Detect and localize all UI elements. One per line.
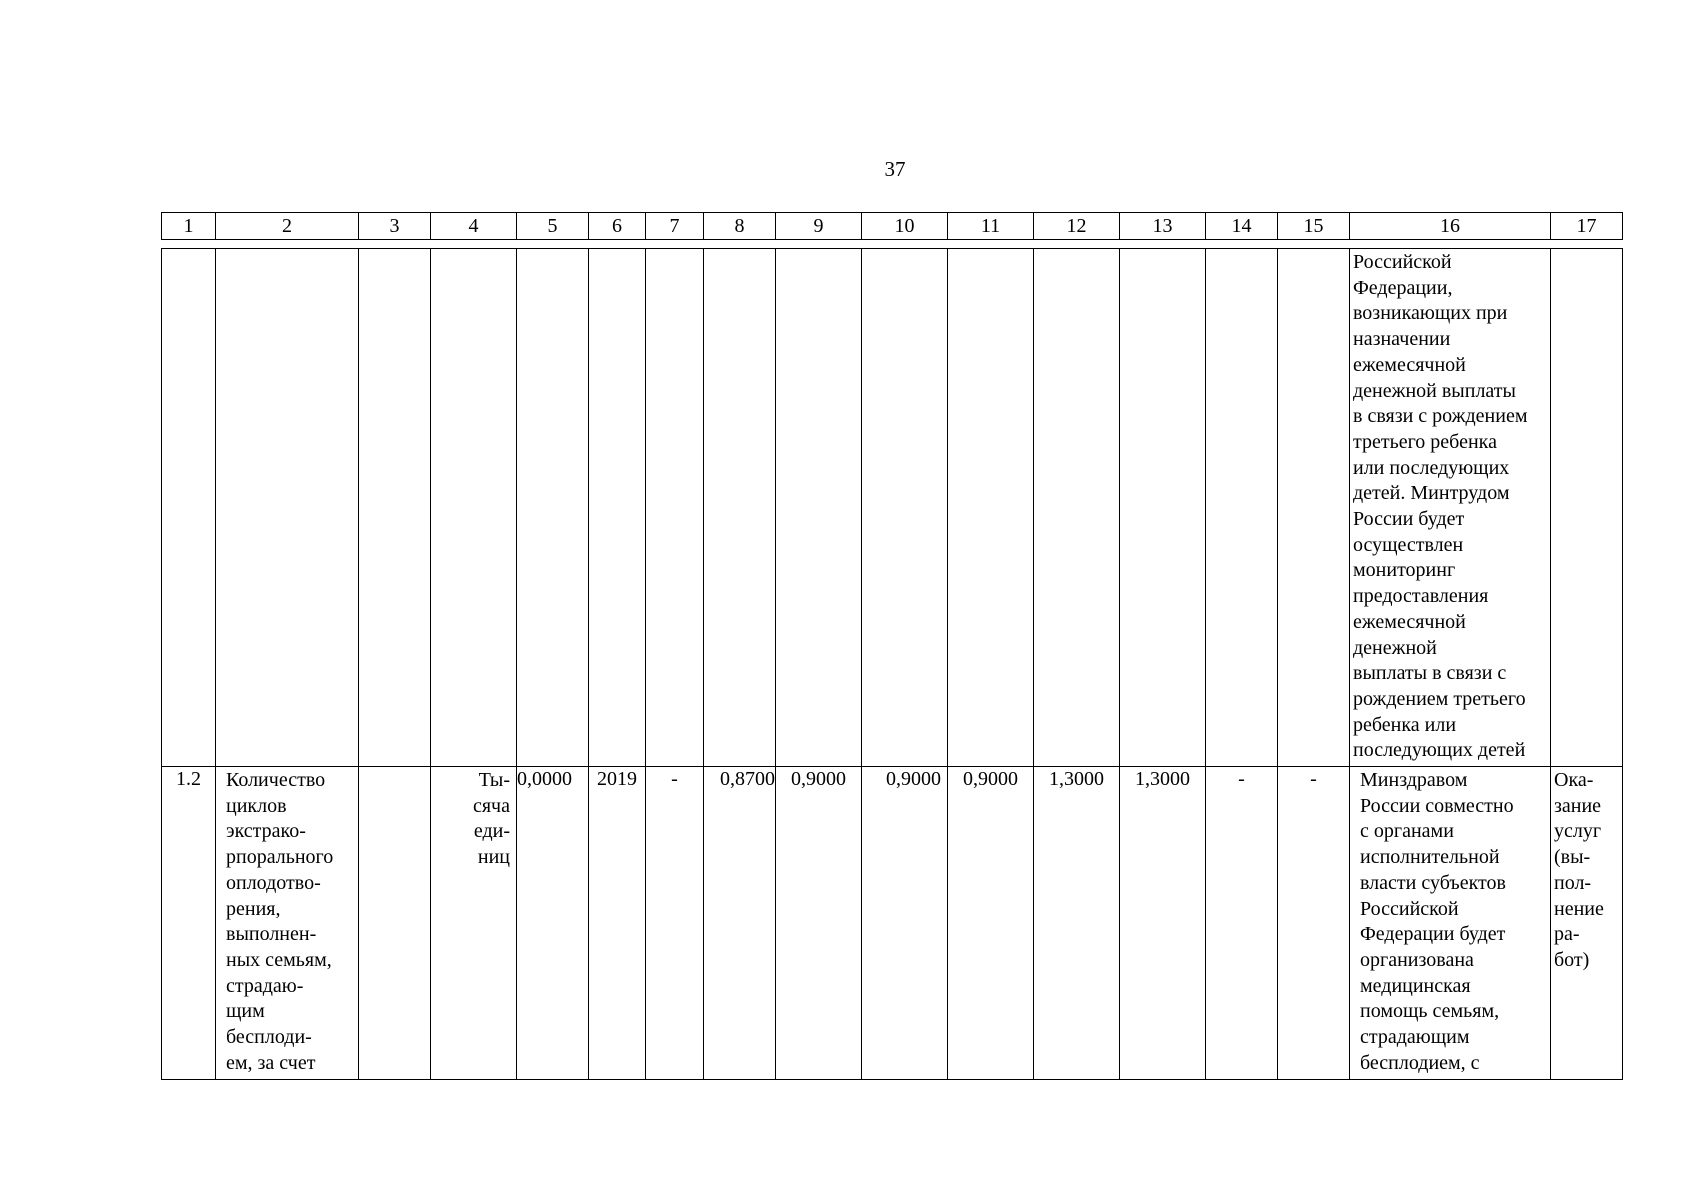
- table-row-continuation: [162, 249, 1623, 767]
- page-number: 37: [884, 157, 906, 181]
- table-cell: [776, 249, 862, 767]
- column-number-2: 2: [216, 213, 359, 240]
- column-number-3: 3: [359, 213, 431, 240]
- column-number-15: 15: [1278, 213, 1350, 240]
- table-cell: [704, 249, 776, 767]
- indicator-name-cell: Количество циклов экстрако- рпорального оплодотво- рения, выполнен- ных семьям, страдаю- щим бесплоди- ем, за счет: [216, 767, 359, 1080]
- column-number-10: 10: [862, 213, 948, 240]
- table-cell: [431, 249, 517, 767]
- value-cell-12: 1,3000: [1034, 767, 1120, 1080]
- table-cell: [1034, 249, 1120, 767]
- column-number-11: 11: [948, 213, 1034, 240]
- column-number-1: 1: [162, 213, 216, 240]
- table-cell: [517, 249, 589, 767]
- base-value-cell: 0,0000: [517, 767, 589, 1080]
- indicator-table: [161, 248, 1623, 1080]
- table-cell: [216, 249, 359, 767]
- column-number-7: 7: [646, 213, 704, 240]
- value-cell-7: -: [646, 767, 704, 1080]
- column-number-6: 6: [589, 213, 646, 240]
- table-row-1-2: [162, 767, 1623, 1080]
- column-number-14: 14: [1206, 213, 1278, 240]
- column-number-4: 4: [431, 213, 517, 240]
- column-number-13: 13: [1120, 213, 1206, 240]
- table-cell: [948, 249, 1034, 767]
- table-cell: [359, 249, 431, 767]
- column-number-12: 12: [1034, 213, 1120, 240]
- row-number-cell: 1.2: [162, 767, 216, 1080]
- value-cell-9: 0,9000: [776, 767, 862, 1080]
- activity-type-cell: Ока- зание услуг (вы- пол- нение ра- бот): [1551, 767, 1623, 1080]
- table-cell: [589, 249, 646, 767]
- value-cell-15: -: [1278, 767, 1350, 1080]
- column-number-header: [161, 212, 1623, 240]
- table-cell: [1206, 249, 1278, 767]
- table-cell: [1278, 249, 1350, 767]
- column-number-9: 9: [776, 213, 862, 240]
- table-cell: [359, 767, 431, 1080]
- value-cell-8: 0,8700: [704, 767, 776, 1080]
- value-cell-14: -: [1206, 767, 1278, 1080]
- column-number-8: 8: [704, 213, 776, 240]
- base-year-cell: 2019: [589, 767, 646, 1080]
- header-row: [162, 213, 1623, 240]
- value-cell-13: 1,3000: [1120, 767, 1206, 1080]
- table-cell: [646, 249, 704, 767]
- table-cell: [862, 249, 948, 767]
- column-number-5: 5: [517, 213, 589, 240]
- unit-cell: Ты- сяча еди- ниц: [431, 767, 517, 1080]
- table-cell: [1551, 249, 1623, 767]
- value-cell-10: 0,9000: [862, 767, 948, 1080]
- measures-description-cell: Минздравом России совместно с органами исполнительной власти субъектов Российской Федерации будет организована медицинская помощь семьям, страдающим бесплодием, с: [1350, 767, 1551, 1080]
- column-number-16: 16: [1350, 213, 1551, 240]
- table-cell: [162, 249, 216, 767]
- table-cell: [1120, 249, 1206, 767]
- value-cell-11: 0,9000: [948, 767, 1034, 1080]
- measures-description-cell: Российской Федерации, возникающих при назначении ежемесячной денежной выплаты в связи с рождением третьего ребенка или последующих детей. Минтрудом России будет осуществлен мониторинг предоставления ежемесячной денежной выплаты в связи с рождением третьего ребенка или последующих детей: [1350, 249, 1551, 767]
- column-number-17: 17: [1551, 213, 1623, 240]
